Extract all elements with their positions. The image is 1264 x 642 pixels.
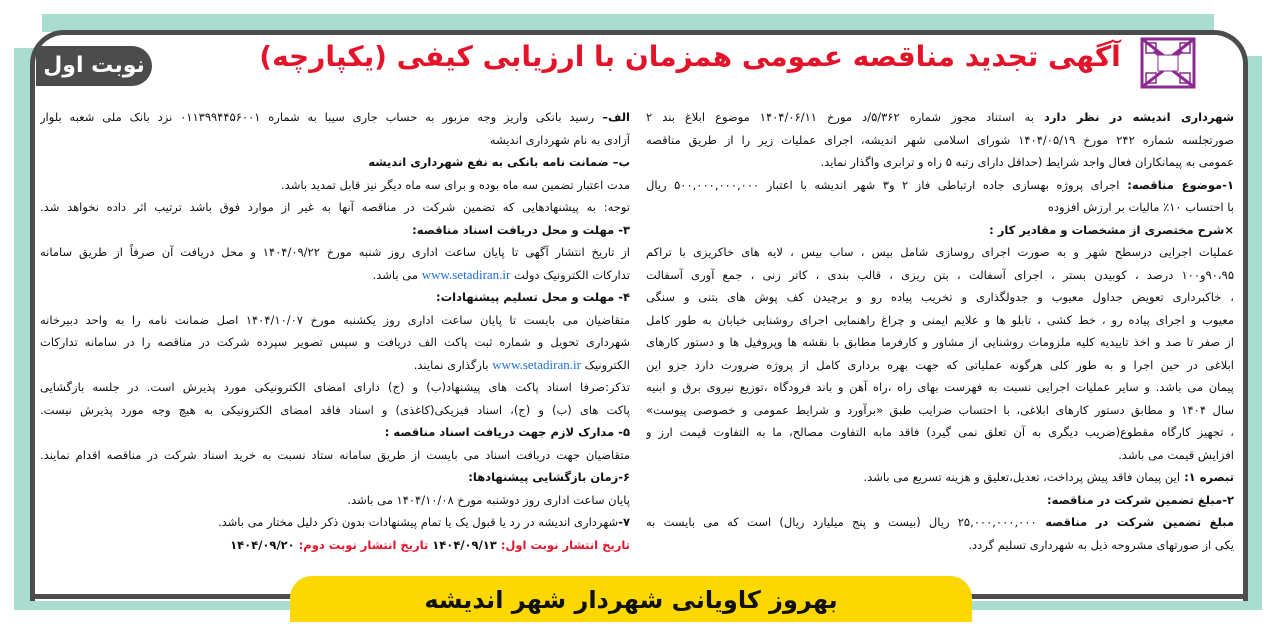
bold-text: تاریخ انتشار نوبت اول: xyxy=(496,537,630,552)
text-segment: متقاضیان جهت دریافت اسناد می بایست از طریق سامانه ستاد نسبت به خرید اسناد شرکت در مناقصه اقدام نمایند. xyxy=(40,447,630,462)
bold-text: شهرداری اندیشه در نظر دارد xyxy=(1044,110,1234,124)
text-line xyxy=(646,534,1234,557)
text-segment: مدت اعتبار تضمین سه ماه بوده و برای سه ماه دیگر نیز قابل تمدید باشد. xyxy=(281,177,630,192)
bold-text: تاریخ انتشار نوبت دوم: xyxy=(294,537,433,552)
text-segment: به استناد مجوز شماره ۵/۳۶۲/د مورخ ۱۴۰۴/۰۶/۱۱ موضوع ابلاغ بند ۲ xyxy=(646,110,1044,124)
bold-text: ×شرح مختصری از مشخصات و مقادیر کار : xyxy=(989,222,1234,237)
text-line xyxy=(646,174,1234,197)
text-line xyxy=(40,444,630,467)
text-line xyxy=(40,331,630,354)
text-line xyxy=(40,151,630,174)
text-line xyxy=(40,534,630,557)
text-segment: از تاریخ انتشار آگهی تا پایان ساعت اداری روز شنبه مورخ ۱۴۰۴/۰۹/۲۲ و محل دریافت آن صرفاً از طریق سامانه xyxy=(40,245,630,259)
text-line xyxy=(646,376,1234,399)
notice-title: آگهی تجدید مناقصه عمومی همزمان با ارزیابی کیفی (یکپارچه) xyxy=(259,40,1121,73)
text-line xyxy=(40,376,630,399)
bold-text: ۳- مهلت و محل دریافت اسناد مناقصه: xyxy=(412,222,630,237)
text-line xyxy=(40,241,630,264)
text-segment: متقاضیان می بایست تا پایان ساعت اداری روز یکشنبه مورخ ۱۴۰۴/۱۰/۰۷ اصل ضمانت نامه را به واحد دبیرخانه xyxy=(40,312,630,327)
text-line xyxy=(646,106,1234,129)
mayor-signature-banner: بهروز کاویانی شهردار شهر اندیشه xyxy=(290,576,972,622)
text-segment: افزایش قیمت می باشد. xyxy=(1118,447,1234,462)
text-line xyxy=(646,466,1234,489)
left-column-text xyxy=(40,106,630,556)
bold-text: ۶-زمان بازگشایی پیشنهادها: xyxy=(468,470,630,484)
text-segment: ابلاغی در حین اجرا و به طور کلی هرگونه عملیاتی که جهت بهره برداری کامل از پروژه ضرورت دارد جزو این xyxy=(646,357,1234,372)
text-line xyxy=(40,219,630,242)
text-line xyxy=(40,421,630,444)
bold-text: ۱۴۰۴/۰۹/۱۳ xyxy=(432,537,497,552)
text-line xyxy=(40,489,630,512)
text-segment: ۹۰،۹۵و۱۰۰ درصد ، کوبیدن بستر ، اجرای آسفالت ، بتن ریزی ، قالب بندی ، کاتر زنی ، جمع آوری آسفالت xyxy=(646,267,1234,282)
right-column-text xyxy=(646,106,1234,556)
bold-text: ۷- xyxy=(618,515,630,529)
text-line xyxy=(646,129,1234,152)
bold-text: ب– ضمانت نامه بانکی به نفع شهرداری اندیشه xyxy=(368,155,630,169)
text-segment: ، خاکبرداری تعویض جداول معیوب و جدولگذاری و تخریب پیاده رو و برچیدن کف پوش های بتنی و سنگی xyxy=(646,290,1234,304)
bold-text: تبصره ۱: xyxy=(1180,470,1234,484)
text-segment: رسید بانکی واریز وجه مزبور به حساب جاری سیبا به شماره ۰۱۱۳۹۹۴۴۵۶۰۰۱ نزد بانک ملی شعبه بلوار xyxy=(40,110,595,124)
text-line xyxy=(40,264,630,287)
text-segment: این پیمان فاقد پیش پرداخت، تعدیل،تعلیق و هزینه تسریع می باشد. xyxy=(863,470,1181,484)
text-segment: بارگذاری نمایند. xyxy=(413,357,493,372)
text-segment: یکی از صورتهای مشروحه ذیل به شهرداری تسلیم گردد. xyxy=(968,537,1234,552)
text-line xyxy=(40,106,630,129)
text-line xyxy=(646,421,1234,444)
text-segment: الکترونیک xyxy=(580,357,630,372)
text-line xyxy=(40,354,630,377)
text-segment: شهرداری اندیشه در رد یا قبول یک یا تمام پیشنهادات بدون ذکر دلیل مختار می باشد. xyxy=(217,515,619,529)
text-line xyxy=(40,196,630,219)
text-segment: با احتساب ۱۰٪ مالیات بر ارزش افزوده xyxy=(1047,200,1234,214)
text-line xyxy=(40,174,630,197)
text-line xyxy=(646,264,1234,287)
text-segment: ، تجهیز کارگاه مقطوع(ضریب دیگری به آن تعلق نمی گیرد) فاقد مابه التفاوت مصالح، ما به التفاوت قیمت ارز و xyxy=(646,425,1234,439)
text-line xyxy=(646,219,1234,242)
text-segment: عملیات اجرایی درسطح شهر و به صورت اجرای روسازی شامل بیس ، ساب بیس ، لایه های خاکریزی با تراکم xyxy=(646,245,1234,259)
bold-text: ۴- مهلت و محل تسلیم پیشنهادات: xyxy=(436,290,630,304)
text-segment: پایان ساعت اداری روز دوشنبه مورخ ۱۴۰۴/۱۰/۰۸ می باشد. xyxy=(347,492,630,507)
text-line xyxy=(646,511,1234,534)
text-line xyxy=(646,354,1234,377)
text-segment: سال ۱۴۰۴ و مطابق دستور کارهای ابلاغی، با احتساب ضرایب طبق «برآورد و شرایط عمومی و خصوصی پیوست» xyxy=(646,402,1234,417)
text-line xyxy=(646,286,1234,309)
text-segment: تدارکات الکترونیک دولت xyxy=(510,267,630,282)
text-segment: آزادی به نام شهرداری اندیشه xyxy=(489,132,630,147)
text-segment: ۲۵,۰۰۰,۰۰۰,۰۰۰ ریال (بیست و پنج میلیارد ریال) است که می بایست به xyxy=(646,515,1037,529)
bold-text: ۵- مدارک لازم جهت دریافت اسناد مناقصه : xyxy=(384,425,630,439)
text-segment: پاکت های (ب) و (ج)، اسناد فیزیکی(کاغذی) و اسناد فاقد امضای الکترونیکی به هیچ وجه مورد پذیرش نیست. xyxy=(40,402,630,417)
setadiran-link[interactable]: www.setadiran.ir xyxy=(421,266,511,282)
text-line xyxy=(40,129,630,152)
text-line xyxy=(646,309,1234,332)
text-segment: شهرداری تحویل و شماره ثبت پاکت الف دریافت و سپس تصویر سپرده شرکت در مناقصه را در سامانه تدارکات xyxy=(40,335,630,349)
bold-text: الف– xyxy=(594,110,630,124)
text-line xyxy=(646,196,1234,219)
text-segment: اجرای پروژه بهسازی جاده ارتباطی فاز ۲ و۳ شهر اندیشه با اعتبار ۵۰۰,۰۰۰,۰۰۰,۰۰۰ ریال xyxy=(646,177,1120,192)
municipality-logo-icon xyxy=(1140,37,1196,89)
text-segment: توجه: به پیشنهادهایی که تضمین شرکت در مناقصه آنها به غیر از موارد فوق باشد ترتیب اثر داده نخواهد شد. xyxy=(40,200,630,214)
text-line xyxy=(646,489,1234,512)
text-line xyxy=(40,511,630,534)
bold-text: ۱-موضوع مناقصه: xyxy=(1119,177,1234,192)
bold-text: ۲-مبلغ تضمین شرکت در مناقصه: xyxy=(1047,492,1234,507)
text-line xyxy=(646,331,1234,354)
text-segment: پیمان می باشد. و سایر عملیات اجرایی نسبت به فهرست بهای راه ،راه آهن و باند فرودگاه ،توزیع نیروی برق و ابنیه xyxy=(646,380,1234,394)
text-segment: تذکر:صرفا اسناد پاکت های پیشنهاد(ب) و (ج) دارای امضای الکترونیکی مورد پذیرش است. در جلسه بازگشایی xyxy=(40,380,630,394)
text-line xyxy=(40,309,630,332)
text-segment: می باشد. xyxy=(372,267,422,282)
text-line xyxy=(646,241,1234,264)
text-segment: صورتجلسه شماره ۲۴۲ مورخ ۱۴۰۴/۰۵/۱۹ شورای اسلامی شهر اندیشه، اجرای عملیات زیر را از طریق مناقصه xyxy=(646,132,1234,147)
bold-text: ۱۴۰۴/۰۹/۲۰ xyxy=(230,537,295,552)
text-segment: از صفر تا صد و اخذ تاییدیه کلیه ملزومات روشنایی از مشاور و کارفرما مطابق با نقشه ها وپروفیل ها و دستور کارهای xyxy=(646,335,1234,349)
text-segment: معیوب و اجرای پیاده رو ، خط کشی ، تابلو ها و علایم ایمنی و چراغ راهنمایی اجرای روشنایی خیابان به طور کامل xyxy=(646,312,1234,327)
text-line xyxy=(646,444,1234,467)
text-line xyxy=(40,466,630,489)
text-line xyxy=(40,286,630,309)
text-line xyxy=(646,151,1234,174)
round-badge: نوبت اول xyxy=(36,46,152,86)
bold-text: مبلغ تضمین شرکت در مناقصه xyxy=(1036,515,1234,529)
text-line xyxy=(646,399,1234,422)
text-segment: عمومی به پیمانکاران فعال واجد شرایط (حداقل دارای رتبه ۵ راه و ترابری واگذار نماید. xyxy=(820,155,1234,169)
text-line xyxy=(40,399,630,422)
setadiran-link[interactable]: www.setadiran.ir xyxy=(492,356,581,372)
